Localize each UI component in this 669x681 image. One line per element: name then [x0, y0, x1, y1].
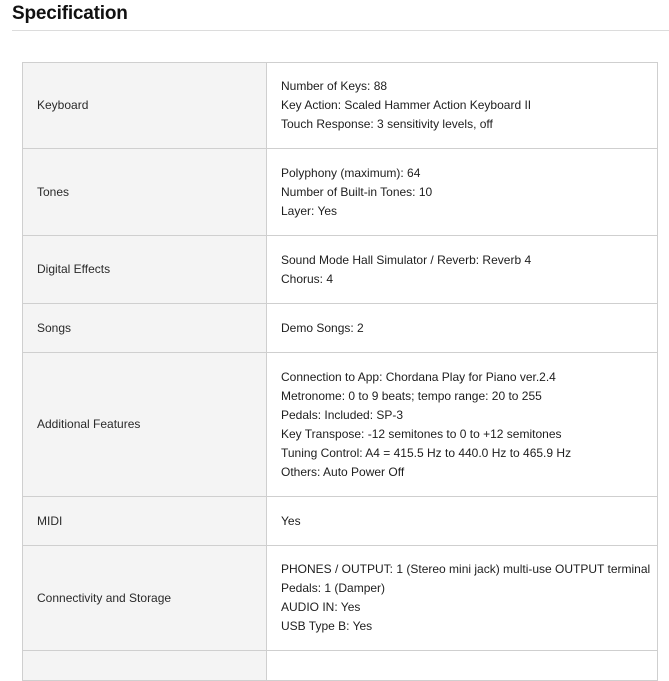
specification-table: [22, 62, 658, 681]
spec-value-line: Touch Response: 3 sensitivity levels, off: [281, 117, 493, 131]
spec-label: Digital Effects: [23, 236, 267, 304]
spec-value-line: Polyphony (maximum): 64: [281, 165, 421, 180]
spec-value-line: Key Action: Scaled Hammer Action Keyboard II: [281, 98, 532, 112]
spec-value: [267, 353, 658, 497]
spec-label: Keyboard: [23, 63, 267, 149]
spec-label: Connectivity and Storage: [23, 546, 267, 651]
spec-label: Additional Features: [23, 353, 267, 497]
spec-value-line: Yes: [281, 513, 301, 528]
spec-value-line: Key Transpose: -12 semitones to 0 to +12 semitones: [281, 426, 562, 441]
spec-row-partial: [23, 651, 658, 681]
spec-value: [267, 546, 658, 651]
spec-row-digital-effects: [23, 236, 658, 304]
spec-label: Tones: [23, 149, 267, 236]
spec-row-additional-features: [23, 353, 658, 497]
spec-value-line: Connection to App: Chordana Play for Piano ver.2.4: [281, 369, 556, 384]
spec-value-line: AUDIO IN: Yes: [281, 600, 361, 614]
spec-label: [23, 651, 267, 681]
spec-row-tones: [23, 149, 658, 236]
spec-value-line: Pedals: Included: SP-3: [281, 407, 404, 422]
spec-row-midi: [23, 497, 658, 546]
spec-row-songs: [23, 304, 658, 353]
title-divider: [12, 30, 669, 31]
spec-value-line: Tuning Control: A4 = 415.5 Hz to 440.0 Hz to 465.9 Hz: [281, 445, 572, 460]
spec-value-line: Others: Auto Power Off: [281, 464, 405, 479]
spec-value-line: Demo Songs: 2: [281, 320, 364, 335]
spec-value-line: Chorus: 4: [281, 271, 334, 286]
page-title: Specification: [12, 3, 128, 24]
spec-value-line: Metronome: 0 to 9 beats; tempo range: 20 to 255: [281, 388, 542, 403]
spec-value: [267, 651, 658, 681]
spec-value: [267, 236, 658, 304]
spec-label: Songs: [23, 304, 267, 353]
spec-value: [267, 304, 658, 353]
spec-row-connectivity-and-storage: [23, 546, 658, 651]
spec-value: [267, 497, 658, 546]
spec-value-line: PHONES / OUTPUT: 1 (Stereo mini jack) multi-use OUTPUT terminal: [281, 562, 651, 576]
spec-value-line: Number of Built-in Tones: 10: [281, 184, 433, 199]
spec-label: MIDI: [23, 497, 267, 546]
spec-value-line: Layer: Yes: [281, 203, 338, 218]
spec-row-keyboard: [23, 63, 658, 149]
spec-value: [267, 63, 658, 149]
spec-value-line: USB Type B: Yes: [281, 619, 373, 633]
spec-value-line: Sound Mode Hall Simulator / Reverb: Reverb 4: [281, 252, 532, 267]
spec-value-line: Pedals: 1 (Damper): [281, 581, 386, 595]
spec-value: [267, 149, 658, 236]
spec-value-line: Number of Keys: 88: [281, 79, 388, 93]
